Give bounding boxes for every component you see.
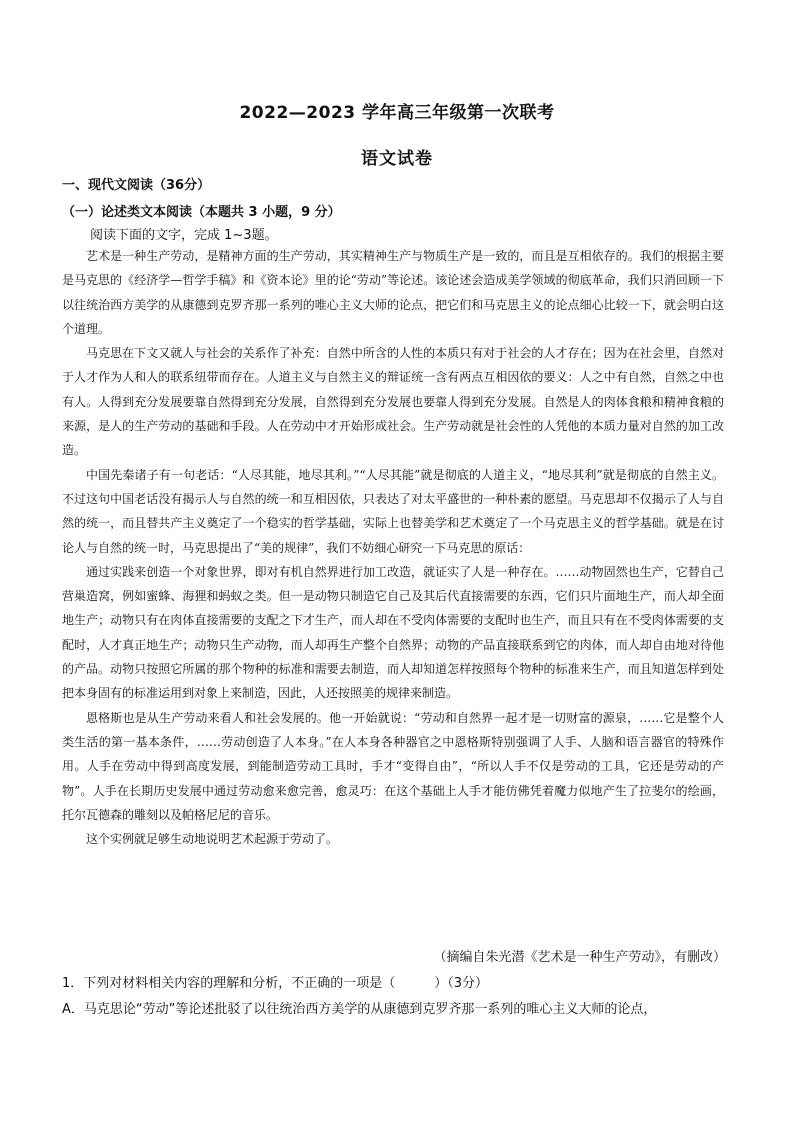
passage-paragraph: 中国先秦诸子有一句老话：“人尽其能，地尽其利。”“人尽其能”就是彻底的人道主义，“地尽其利”就是彻底的自然主义。不过这句中国老话没有揭示人与自然的统一和互相因依，只表达了对太平盛世的一种朴素的愿望。马克思却不仅揭示了人与自然的统一，而且替共产主义奠定了一个稳实的哲学基础，实际上也替美学和艺术奠定了一个马克思主义的哲学基础。就是在讨论人与自然的统一时，马克思提出了“美的规律”，我们不妨细心研究一下马克思的原话： bbox=[62, 467, 724, 555]
exam-title: 2022—2023 学年高三年级第一次联考 bbox=[239, 103, 555, 123]
passage-paragraph: 马克思在下文又就人与社会的关系作了补充：自然中所含的人性的本质只有对于社会的人才存在；因为在社会里，自然对于人才作为人和人的联系纽带而存在。人道主义与自然主义的辩证统一含有两点互相因依的要义：人之中有自然，自然之中也有人。人得到充分发展要靠自然得到充分发展，自然得到充分发展也要靠人得到充分发展。自然是人的肉体食粮和精神食粮的来源，是人的生产劳动的基础和手段。人在劳动中才开始形成社会。生产劳动就是社会性的人凭他的本质力量对自然的加工改造。 bbox=[62, 346, 724, 458]
passage-paragraph: 艺术是一种生产劳动，是精神方面的生产劳动，其实精神生产与物质生产是一致的，而且是互相依存的。我们的根据主要是马克思的《经济学—哲学手稿》和《资本论》里的论“劳动”等论述。该论述会造成美学领域的彻底革命，我们只消回顾一下以往统治西方美学的从康德到克罗齐那一系列的唯心主义大师的论点，把它们和马克思主义的论点细心比较一下，就会明白这个道理。 bbox=[62, 249, 724, 336]
question-option-a: A．马克思论“劳动”等论述批驳了以往统治西方美学的从康德到克罗齐那一系列的唯心主义大师的论点， bbox=[62, 1002, 657, 1017]
question-stem: 1．下列对材料相关内容的理解和分析，不正确的一项是（ ）（3分） bbox=[62, 976, 489, 991]
section-heading: 一、现代文阅读（36分） bbox=[62, 178, 211, 193]
exam-subject: 语文试卷 bbox=[361, 149, 433, 169]
passage-quote: 通过实践来创造一个对象世界，即对有机自然界进行加工改造，就证实了人是一种存在。……动物固然也生产，它替自己营巢造窝，例如蜜蜂、海狸和蚂蚁之类。但一是动物只制造它自己及其后代直接需要的东西，它们只片面地生产，而人却全面地生产；动物只有在肉体直接需要的支配之下才生产，而人却在不受肉体需要的支配时也生产，而且只有在不受肉体需要的支配时，人才真正地生产；动物只生产动物，而人却再生产整个自然界；动物的产品直接联系到它的肉体，而人却自由地对待他的产品。动物只按照它所属的那个物种的标准和需要去制造，而人却知道怎样按照每个物种的标准来生产，而且知道怎样到处把本身固有的标准运用到对象上来制造，因此，人还按照美的规律来制造。 bbox=[62, 564, 724, 701]
passage-paragraph: 这个实例就足够生动地说明艺术起源于劳动了。 bbox=[86, 832, 339, 847]
passage-paragraph: 恩格斯也是从生产劳动来看人和社会发展的。他一开始就说：“劳动和自然界一起才是一切财富的源泉，……它是整个人类生活的第一基本条件，……劳动创造了人本身。”在人本身各种器官之中恩格斯特别强调了人手、人脑和语言器官的特殊作用。人手在劳动中得到高度发展，到能制造劳动工具时，手才“变得自由”，“所以人手不仅是劳动的工具，它还是劳动的产物”。人手在长期历史发展中通过劳动愈来愈完善，愈灵巧：在这个基础上人手才能仿佛凭着魔力似地产生了拉斐尔的绘画，托尔瓦德森的雕刻以及帕格尼尼的音乐。 bbox=[62, 710, 724, 822]
subsection-heading: （一）论述类文本阅读（本题共 3 小题，9 分） bbox=[62, 205, 341, 220]
passage-source: （摘编自朱光潜《艺术是一种生产劳动》，有删改） bbox=[433, 950, 726, 965]
reading-instruction: 阅读下面的文字，完成 1~3题。 bbox=[90, 228, 278, 243]
passage-body bbox=[62, 244, 724, 851]
